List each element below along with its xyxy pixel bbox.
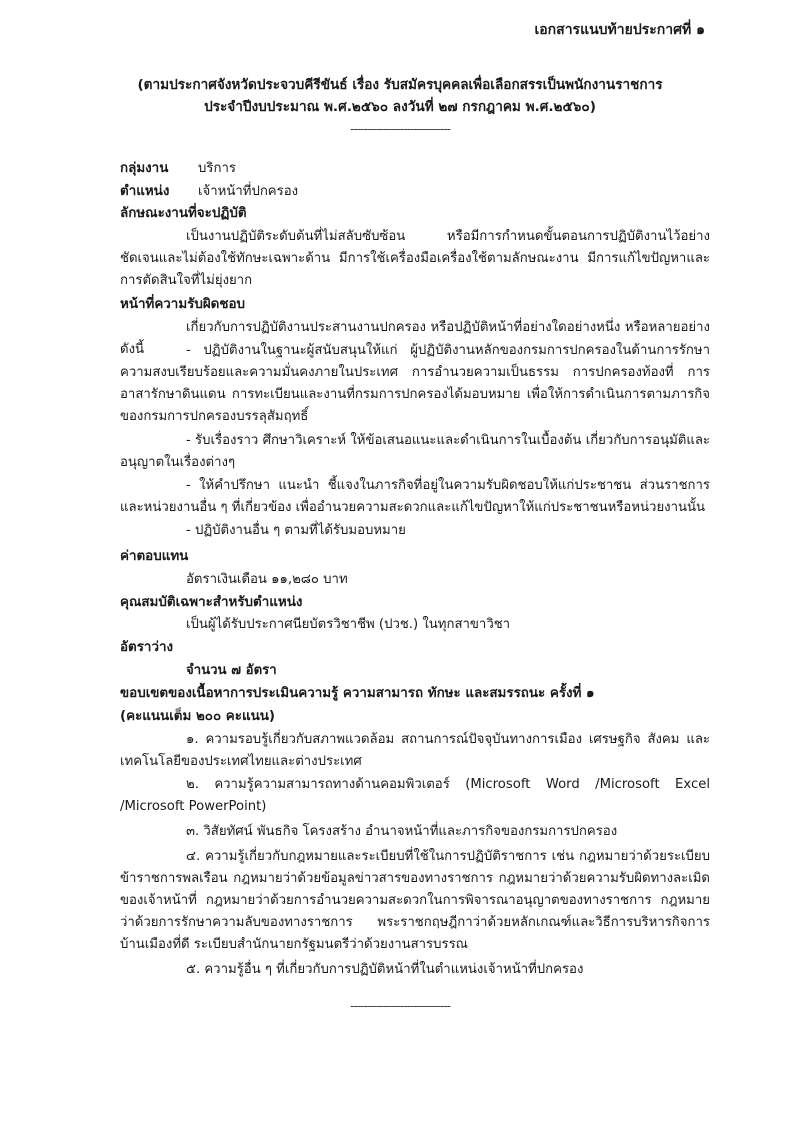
announcement-title-line2: ประจำปีงบประมาณ พ.ศ.๒๕๖๐ ลงวันที่ ๒๗ กรกฎาคม พ.ศ.๒๕๖๐) bbox=[204, 99, 596, 115]
attachment-label: เอกสารแนบท้ายประกาศที่ ๑ bbox=[534, 22, 705, 38]
assessment-item-1: ๑. ความรอบรู้เกี่ยวกับสภาพแวดล้อม สถานการณ์ปัจจุบันทางการเมือง เศรษฐกิจ สังคม และเทคโนโลยีของประเทศไทยและต่างประเทศ bbox=[120, 732, 710, 769]
group-label: กลุ่มงาน bbox=[120, 161, 169, 176]
assessment-heading: ขอบเขตของเนื้อหาการประเมินความรู้ ความสามารถ ทักษะ และสมรรถนะ ครั้งที่ ๑ bbox=[120, 686, 595, 701]
position-value: เจ้าหน้าที่ปกครอง bbox=[198, 184, 299, 199]
pay-text: อัตราเงินเดือน ๑๑,๒๘๐ บาท bbox=[186, 572, 348, 587]
duty-item-2: - รับเรื่องราว ศึกษาวิเคราะห์ ให้ข้อเสนอแนะและดำเนินการในเบื้องต้น เกี่ยวกับการอนุมัติและอนุญาตในเรื่องต่างๆ bbox=[120, 433, 710, 470]
announcement-title-line1: (ตามประกาศจังหวัดประจวบคีรีขันธ์ เรื่อง รับสมัครบุคคลเพื่อเลือกสรรเป็นพนักงานราชการ bbox=[137, 77, 663, 93]
nature-heading: ลักษณะงานที่จะปฏิบัติ bbox=[120, 206, 247, 221]
assessment-item-4: ๔. ความรู้เกี่ยวกับกฎหมายและระเบียบที่ใช้ในการปฏิบัติราชการ เช่น กฎหมายว่าด้วยระเบียบข้าราชการพลเรือน กฎหมายว่าด้วยข้อมูลข่าวสารของทางราชการ กฎหมายว่าด้วยความรับผิดทางละเมิดของเจ้าหน้าที่ กฎหมายว่าด้วยการอำนวยความสะดวกในการพิจารณาอนุญาตของทางราชการ กฎหมายว่าด้วยการรักษาความลับของทางราชการ พระราชกฤษฎีกาว่าด้วยหลักเกณฑ์และวิธีการบริหารกิจการบ้านเมืองที่ดี ระเบียบสำนักนายกรัฐมนตรีว่าด้วยงานสารบรรณ bbox=[120, 849, 710, 952]
footer-divider: ------------------------------ bbox=[350, 999, 450, 1013]
position-label: ตำแหน่ง bbox=[120, 184, 170, 199]
assessment-item-5: ๕. ความรู้อื่น ๆ ที่เกี่ยวกับการปฏิบัติหน้าที่ในตำแหน่งเจ้าหน้าที่ปกครอง bbox=[186, 962, 584, 977]
duties-intro: เกี่ยวกับการปฏิบัติงานประสานงานปกครอง หรือปฏิบัติหน้าที่อย่างใดอย่างหนึ่ง หรือหลายอย่าง ดังนี้ bbox=[120, 320, 710, 357]
duty-item-3: - ให้คำปรึกษา แนะนำ ชี้แจงในภารกิจที่อยู่ในความรับผิดชอบให้แก่ประชาชน ส่วนราชการและหน่วยงานอื่น ๆ ที่เกี่ยวข้อง เพื่ออำนวยความสะดวกและแก้ไขปัญหาให้แก่ประชาชนหรือหน่วยงานนั้น bbox=[120, 478, 710, 515]
assessment-item-3: ๓. วิสัยทัศน์ พันธกิจ โครงสร้าง อำนาจหน้าที่และภารกิจของกรมการปกครอง bbox=[186, 824, 618, 839]
assessment-item-2: ๒. ความรู้ความสามารถทางด้านคอมพิวเตอร์ (Microsoft Word /Microsoft Excel /Microsoft PowerPoint) bbox=[120, 777, 710, 814]
duty-item-1: - ปฏิบัติงานในฐานะผู้สนับสนุนให้แก่ ผู้ปฏิบัติงานหลักของกรมการปกครองในด้านการรักษาความสงบเรียบร้อยและความมั่นคงภายในประเทศ การอำนวยความเป็นธรรม การปกครองท้องที่ การอาสารักษาดินแดน การทะเบียนและงานที่กรมการปกครองได้มอบหมาย เพื่อให้การดำเนินการตามภารกิจของกรมการปกครองบรรลุสัมฤทธิ์ bbox=[120, 343, 710, 424]
qualification-text: เป็นผู้ได้รับประกาศนียบัตรวิชาชีพ (ปวช.) ในทุกสาขาวิชา bbox=[186, 617, 511, 632]
qualification-heading: คุณสมบัติเฉพาะสำหรับตำแหน่ง bbox=[120, 595, 303, 610]
vacancy-heading: อัตราว่าง bbox=[120, 640, 174, 655]
assessment-score: (คะแนนเต็ม ๒๐๐ คะแนน) bbox=[120, 709, 276, 724]
duty-item-4: - ปฏิบัติงานอื่น ๆ ตามที่ได้รับมอบหมาย bbox=[186, 523, 406, 538]
duties-heading: หน้าที่ความรับผิดชอบ bbox=[120, 297, 246, 312]
header-divider: ------------------------------ bbox=[350, 122, 450, 136]
vacancy-text: จำนวน ๗ อัตรา bbox=[186, 663, 277, 678]
group-value: บริการ bbox=[198, 161, 236, 176]
pay-heading: ค่าตอบแทน bbox=[120, 549, 189, 564]
nature-text: เป็นงานปฏิบัติระดับต้นที่ไม่สลับซับซ้อน หรือมีการกำหนดขั้นตอนการปฏิบัติงานไว้อย่างชัดเจนและไม่ต้องใช้ทักษะเฉพาะด้าน มีการใช้เครื่องมือเครื่องใช้ตามลักษณะงาน มีการแก้ไขปัญหาและการตัดสินใจที่ไม่ยุ่งยาก bbox=[120, 229, 710, 288]
